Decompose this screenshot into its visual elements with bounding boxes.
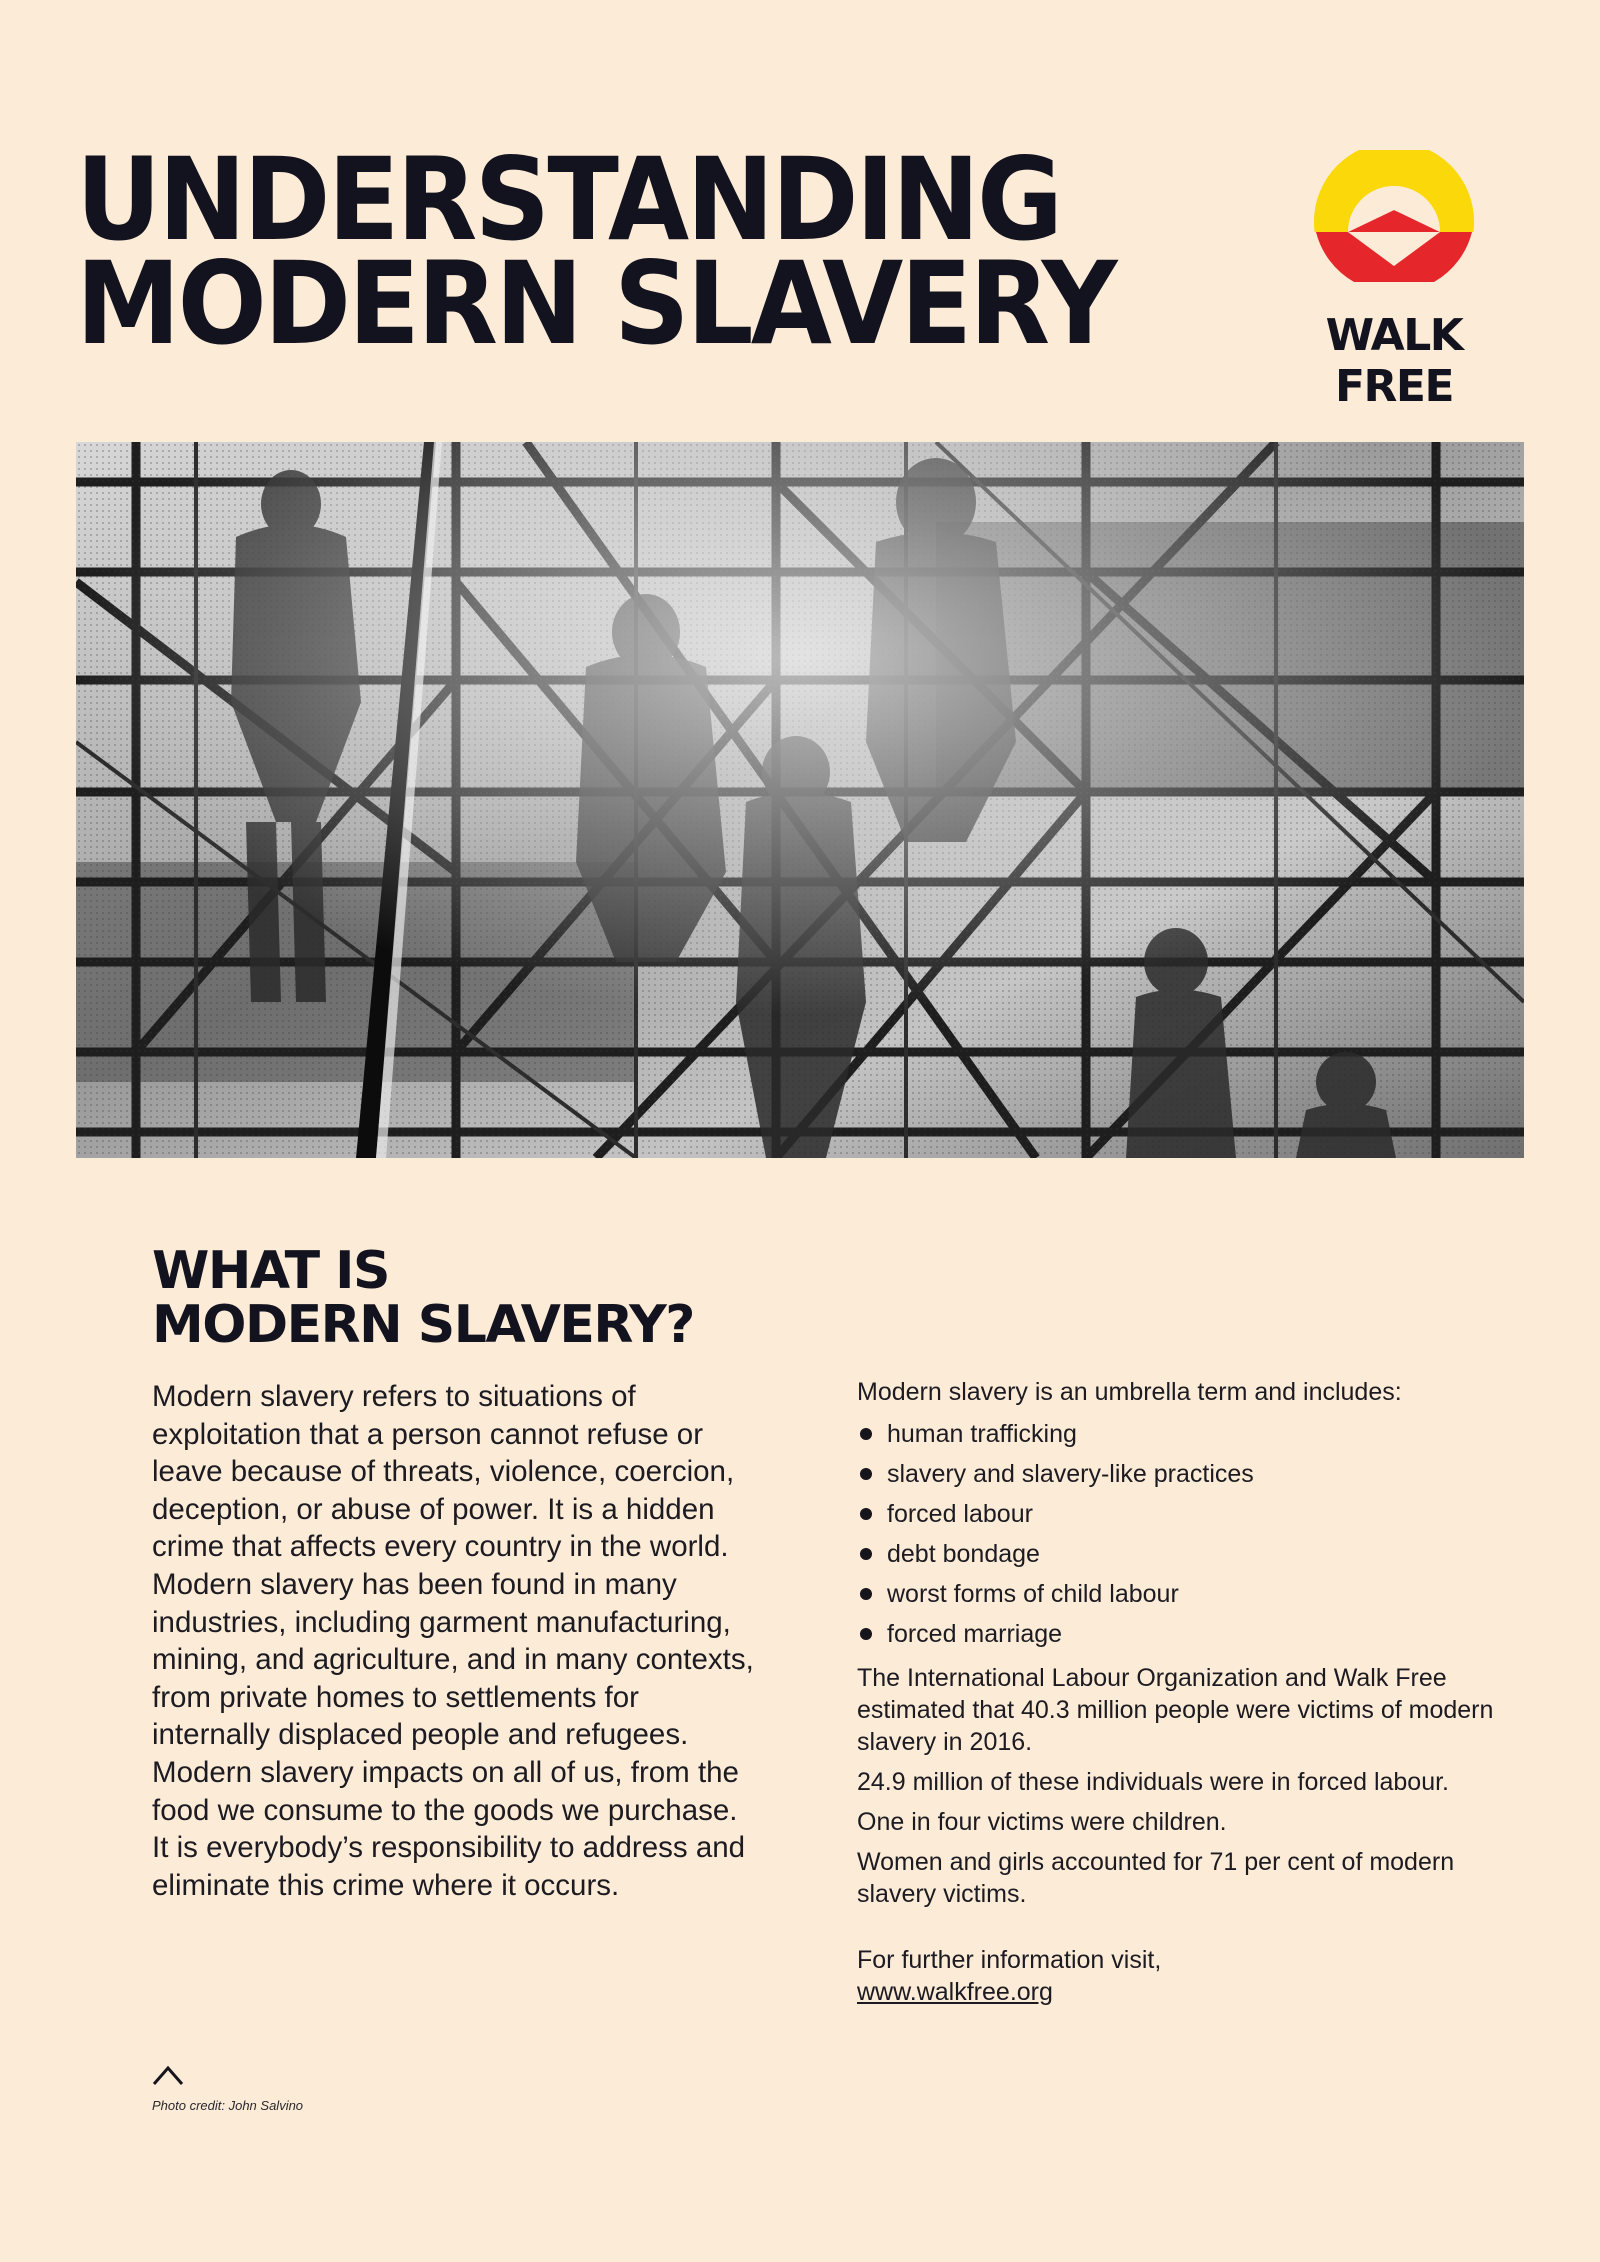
bullet-icon: [860, 1468, 872, 1480]
bullet-icon: [860, 1588, 872, 1600]
includes-list: [857, 1414, 1497, 1654]
section-title: [152, 1241, 694, 1355]
walk-free-logo: [1262, 150, 1526, 412]
title-line-1: UNDERSTANDING: [76, 133, 1061, 266]
list-item: forced marriage: [857, 1614, 1497, 1654]
list-item: forced labour: [857, 1494, 1497, 1534]
further-info-text: For further information visit,: [857, 1946, 1162, 1974]
walkfree-link[interactable]: www.walkfree.org: [857, 1978, 1053, 2006]
page-title: [76, 133, 1115, 370]
list-item: debt bondage: [857, 1534, 1497, 1574]
stat-children: One in four victims were children.: [857, 1808, 1227, 1836]
title-line-2: MODERN SLAVERY: [76, 237, 1115, 370]
bullet-icon: [860, 1508, 872, 1520]
definition-paragraph: Modern slavery refers to situations of exploitation that a person cannot refuse or leave because of threats, violence, coercion, deception, or abuse of power. It is a hidden crime that affects every country in the world. Modern slavery has been found in many industries, including garment manufacturing, mining, and agriculture, and in many contexts, from private homes to settlements for internally displaced people and refugees. Modern slavery impacts on all of us, from the food we consume to the goods we purchase. It is everybody’s responsibility to address and eliminate this crime where it occurs.: [152, 1380, 754, 1902]
photo-credit: Photo credit: John Salvino: [152, 2098, 304, 2113]
stat-women-girls: Women and girls accounted for 71 per cent of modern slavery victims.: [857, 1848, 1455, 1908]
info-column: [857, 1376, 1497, 2008]
umbrella-intro: Modern slavery is an umbrella term and includes:: [857, 1378, 1402, 1406]
list-item: slavery and slavery-like practices: [857, 1454, 1497, 1494]
sunrise-logo-icon: [1314, 150, 1474, 286]
logo-wordmark: WALK FREE: [1325, 310, 1463, 412]
bullet-icon: [860, 1628, 872, 1640]
list-item: human trafficking: [857, 1414, 1497, 1454]
section-title-line-2: MODERN SLAVERY?: [152, 1295, 694, 1355]
section-title-line-1: WHAT IS: [152, 1241, 389, 1301]
scaffolding-workers-photo: [76, 442, 1524, 1158]
stat-forced-labour: 24.9 million of these individuals were in forced labour.: [857, 1768, 1450, 1796]
chevron-up-icon: [152, 2064, 184, 2086]
bullet-icon: [860, 1428, 872, 1440]
bullet-icon: [860, 1548, 872, 1560]
list-item: worst forms of child labour: [857, 1574, 1497, 1614]
stat-total-victims: The International Labour Organization and Walk Free estimated that 40.3 million people were victims of modern slavery in 2016.: [857, 1664, 1494, 1756]
